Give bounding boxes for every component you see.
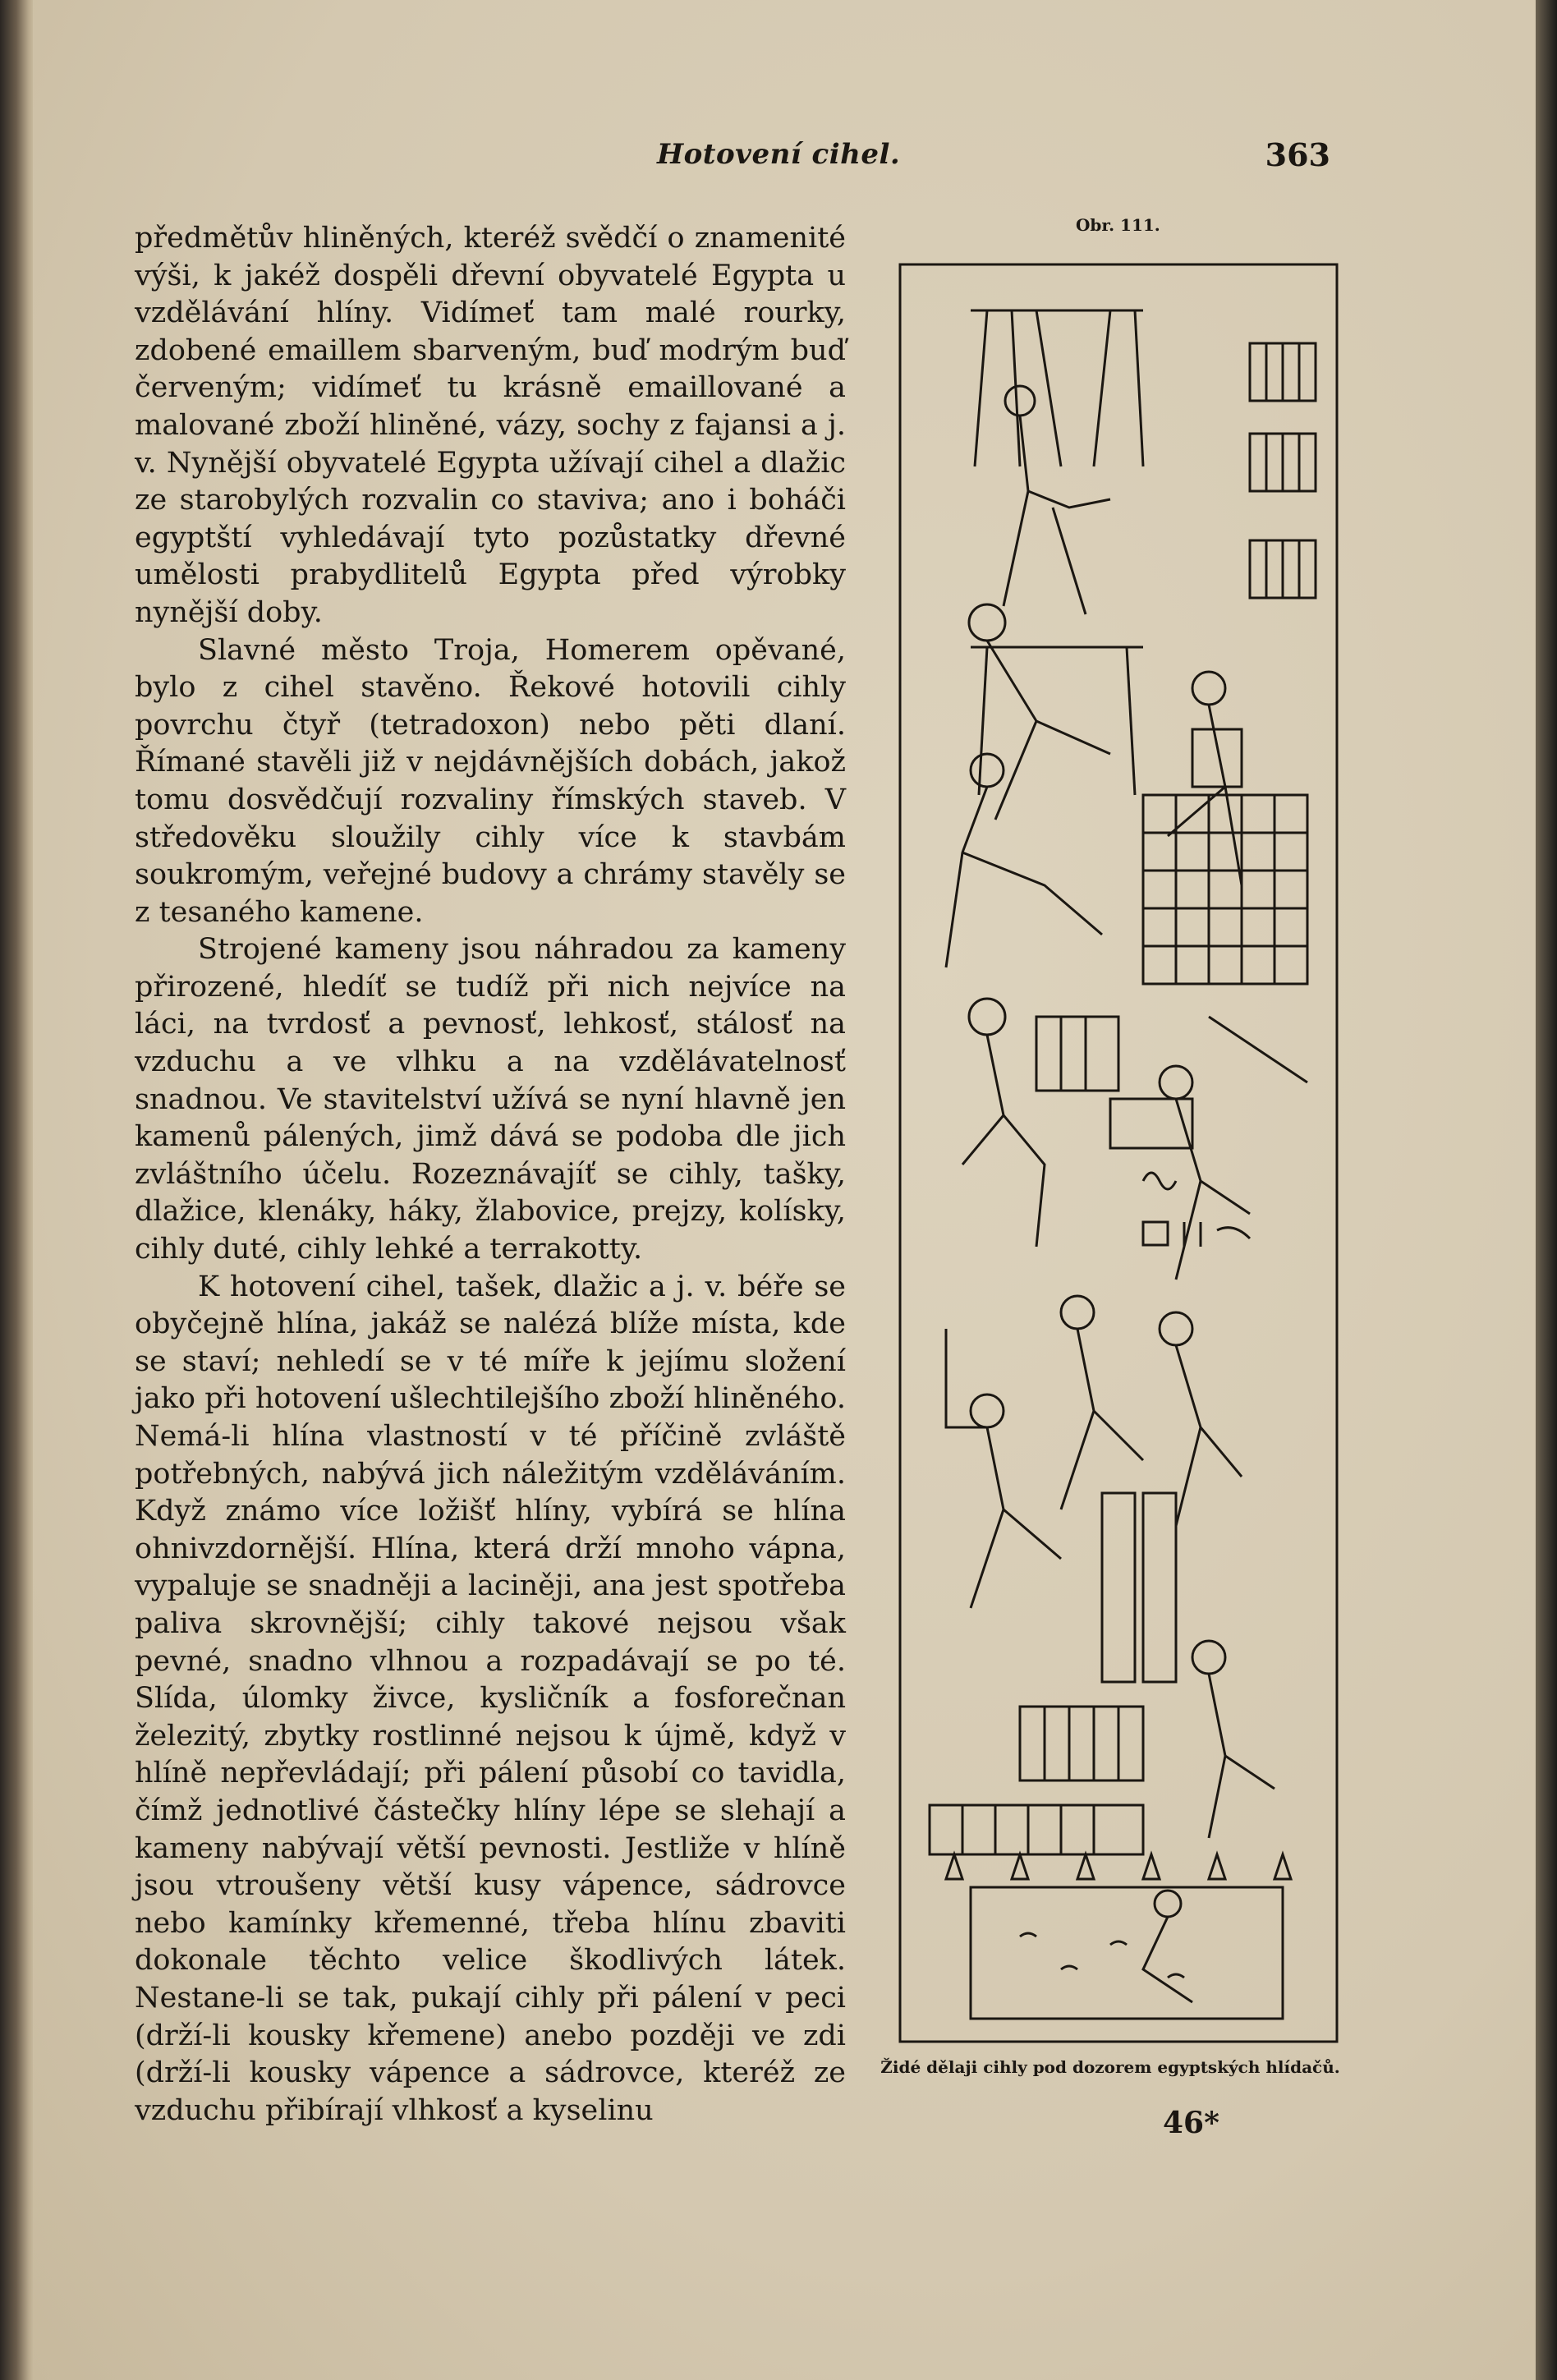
- brickmaking-engraving: [897, 261, 1340, 2045]
- figure-caption: [880, 2058, 1340, 2076]
- main-text-column: [135, 220, 846, 2130]
- running-head: Hotovení cihel.: [657, 138, 901, 171]
- hieroglyph-inscription: [1143, 1173, 1250, 1247]
- book-binding-edge: [0, 0, 36, 2380]
- page-number: 363: [1265, 136, 1330, 173]
- brick-grid-mid: [1143, 795, 1307, 984]
- procession-figures: [946, 1296, 1242, 1608]
- paragraph-3: Strojené kameny jsou náhradou za kameny přirozené, hledíť se tudíž při nich nejvíce na láci, na tvrdosť a pevnosť, lehkosť, stálosť na vzduchu a ve vlhku a na vzdělávatelnosť snadnou. Ve stavitelství užívá se nyní hlavně jen kamenů pálených, jimž dává se podoba dle jich zvláštního účelu. Rozeznávajíť se cihly, tašky, dlažice, klenáky, háky, žlabovice, prejzy, kolísky, cihly duté, cihly lehké a terrakotty.: [135, 933, 846, 1266]
- paragraph-4: K hotovení cihel, tašek, dlažic a j. v. béře se obyčejně hlína, jakáž se nalézá blíže místa, kde se staví; nehledí se v té míře k jejímu složení jako při hotovení ušlechtilejšího zboží hliněného. Nemá-li hlína vlastností v té příčině zvláště potřebných, nabývá jich náležitým vzděláváním. Když známo více ložišť hlíny, vybírá se hlína ohnivzdornější. Hlína, která drží mnoho vápna, vypaluje se snadněji a laciněji, ana jest spotřeba paliva skrovnější; cihly takové nejsou však pevné, snadno vlhnou a rozpadávají se po té. Slída, úlomky živce, kysličník a fosforečnan železitý, zbytky rostlinné nejsou k újmě, když v hlíně nepřevládají; při pálení působí co tavidla, čímž jednotlivé částečky hlíny lépe se slehají a kameny nabývají větší pevnosti. Jestliže v hlíně jsou vtroušeny větší kusy vápence, sádrovce nebo kamínky křemenné, třeba hlínu zbaviti dokonale těchto velice škodlivých látek. Nestane-li se tak, pukají cihly při pálení v peci (drží-li kousky křemene) anebo později ve zdi (drží-li kousky vápence a sádrovce, kteréž ze vzduchu přibírají vlhkosť a kyselinu: [135, 1270, 846, 2127]
- caption-part-1: Židé dělaji: [880, 2057, 978, 2077]
- printers-signature: 46*: [1163, 2106, 1219, 2140]
- brickmaking-illustration: [897, 261, 1340, 2045]
- brick-stack-upper: [1250, 343, 1316, 598]
- water-carriers-group: [971, 310, 1143, 795]
- paragraph-1: předmětův hliněných, kteréž svědčí o znamenité výši, k jakéž dospěli dřevní obyvatelé Egypta u vzdělávání hlíny. Vidímeť tam malé rourky, zdobené emaillem sbarveným, buď modrým buď červeným; vidímeť tu krásně emaillované a malované zboží hliněné, vázy, sochy z fajansi a j. v. Nynější obyvatelé Egypta užívají cihel a dlažic ze starobylých rozvalin co staviva; ano i boháči egyptští vyhledávají tyto pozůstatky dřevné umělosti prabydlitelů Egypta před výrobky nynější doby.: [135, 222, 846, 629]
- page-right-edge: [1536, 0, 1557, 2380]
- paragraph-2: Slavné město Troja, Homerem opěvané, bylo z cihel stavěno. Řekové hotovili cihly povrchu čtyř (tetradoxon) nebo pěti dlaní. Římané stavěli již v nejdávnějších dobách, jakož tomu dosvědčují rozvaliny římských staveb. V středověku sloužily cihly více k stavbám soukromým, veřejné budovy a chrámy stavěly se z tesaného kamene.: [135, 633, 846, 929]
- brick-molder-figures: [946, 604, 1242, 967]
- figure-label: Obr. 111.: [1076, 215, 1160, 235]
- pond-with-trees: [946, 1854, 1291, 2019]
- brick-rows-lower: [930, 1493, 1275, 1854]
- laborer-figures-middle: [962, 999, 1307, 1280]
- caption-part-2: cihly pod dozorem egyptských hlídačů.: [983, 2057, 1340, 2077]
- book-page: [33, 0, 1536, 2380]
